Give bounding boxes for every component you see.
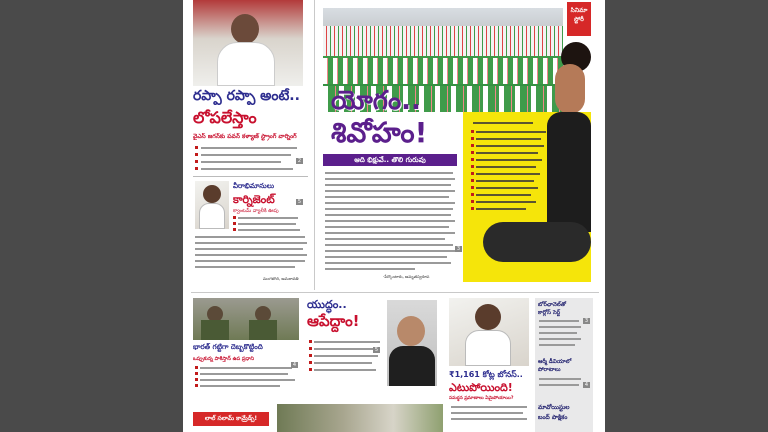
corner-label: సినిమా స్టోరీ bbox=[567, 2, 591, 36]
story2-subhead: క్వాంటమ్ వ్యాలీకి ఊపు bbox=[233, 208, 279, 214]
hero-subhead: వైఎస్ జగన్‌కు పవన్ కళ్యాణ్ స్ట్రాంగ్ వార్నింగ్ bbox=[193, 133, 297, 140]
harish-rao-photo bbox=[449, 298, 529, 366]
yoga-byline: -పేర్కొంటారు, అమృతస్వరూప bbox=[383, 274, 430, 279]
page-ref-badge: 4 bbox=[292, 362, 297, 368]
hero-headline-line1: రప్పా రప్పా అంటే.. bbox=[193, 88, 300, 104]
yoga-title-line1: యోగం.. bbox=[331, 86, 421, 116]
war-title-line1: యుద్ధం.. bbox=[307, 298, 347, 311]
bharat-title: భారత్ గట్టిగా దెబ్బకొట్టింది bbox=[193, 343, 263, 351]
side-title-4: పోరాటాలు bbox=[538, 367, 561, 373]
money-title-line2: ఎటుపోయింది! bbox=[449, 381, 513, 394]
story2-byline: మంగళగిరి, అమరావతి bbox=[263, 276, 299, 281]
page-ref-badge: 5 bbox=[374, 347, 379, 353]
hero-headline-line2: లోపలేస్తాం bbox=[193, 108, 257, 127]
money-title-line1: ₹1,161 కోట్ల బోనస్.. bbox=[449, 370, 523, 379]
page-ref-badge: 2 bbox=[297, 158, 302, 164]
war-title-line2: ఆపేద్దాం! bbox=[307, 312, 360, 330]
page-ref-badge: 4 bbox=[584, 382, 589, 388]
soldiers-photo bbox=[193, 298, 299, 340]
pawan-kalyan-photo bbox=[193, 0, 303, 86]
bottom-photo-strip bbox=[277, 404, 443, 432]
yoga-tagline: ఆది భిక్షువే.. తొలి గురువు bbox=[323, 154, 457, 166]
red-banner: లాల్ సలామ్ కామ్రేడ్స్! bbox=[193, 412, 269, 426]
page-ref-badge: 5 bbox=[297, 199, 302, 205]
side-column-box bbox=[535, 298, 593, 432]
money-subhead: సమర్థన ప్రమాణాలు ఏమైపోయాయి? bbox=[449, 396, 514, 401]
side-title-6: బంద్ పాక్షికం bbox=[538, 414, 568, 421]
newspaper-page bbox=[183, 0, 605, 432]
zelensky-photo bbox=[387, 300, 437, 386]
page-ref-badge: 3 bbox=[456, 246, 461, 252]
side-title-2: కార్లోస్ సెర్ట్ bbox=[538, 310, 561, 316]
side-title-3: ఆర్మీ డీవియాలో bbox=[538, 359, 572, 365]
yoga-title-line2: శివోహం! bbox=[331, 116, 428, 149]
side-title-1: బోర్‌ఛానెల్‌తో bbox=[538, 302, 567, 308]
story2-title-line2: కార్నిజెంట్ bbox=[233, 193, 275, 206]
bharat-subhead: ఒప్పుకున్న పాకిస్తాన్ ఉప ప్రధాని bbox=[193, 356, 255, 362]
page-ref-badge: 3 bbox=[584, 318, 589, 324]
story2-title-line1: వీరాభిమానులు bbox=[233, 182, 275, 190]
side-title-5: మావోయిస్టుల bbox=[538, 404, 570, 411]
lokesh-photo bbox=[195, 181, 229, 229]
